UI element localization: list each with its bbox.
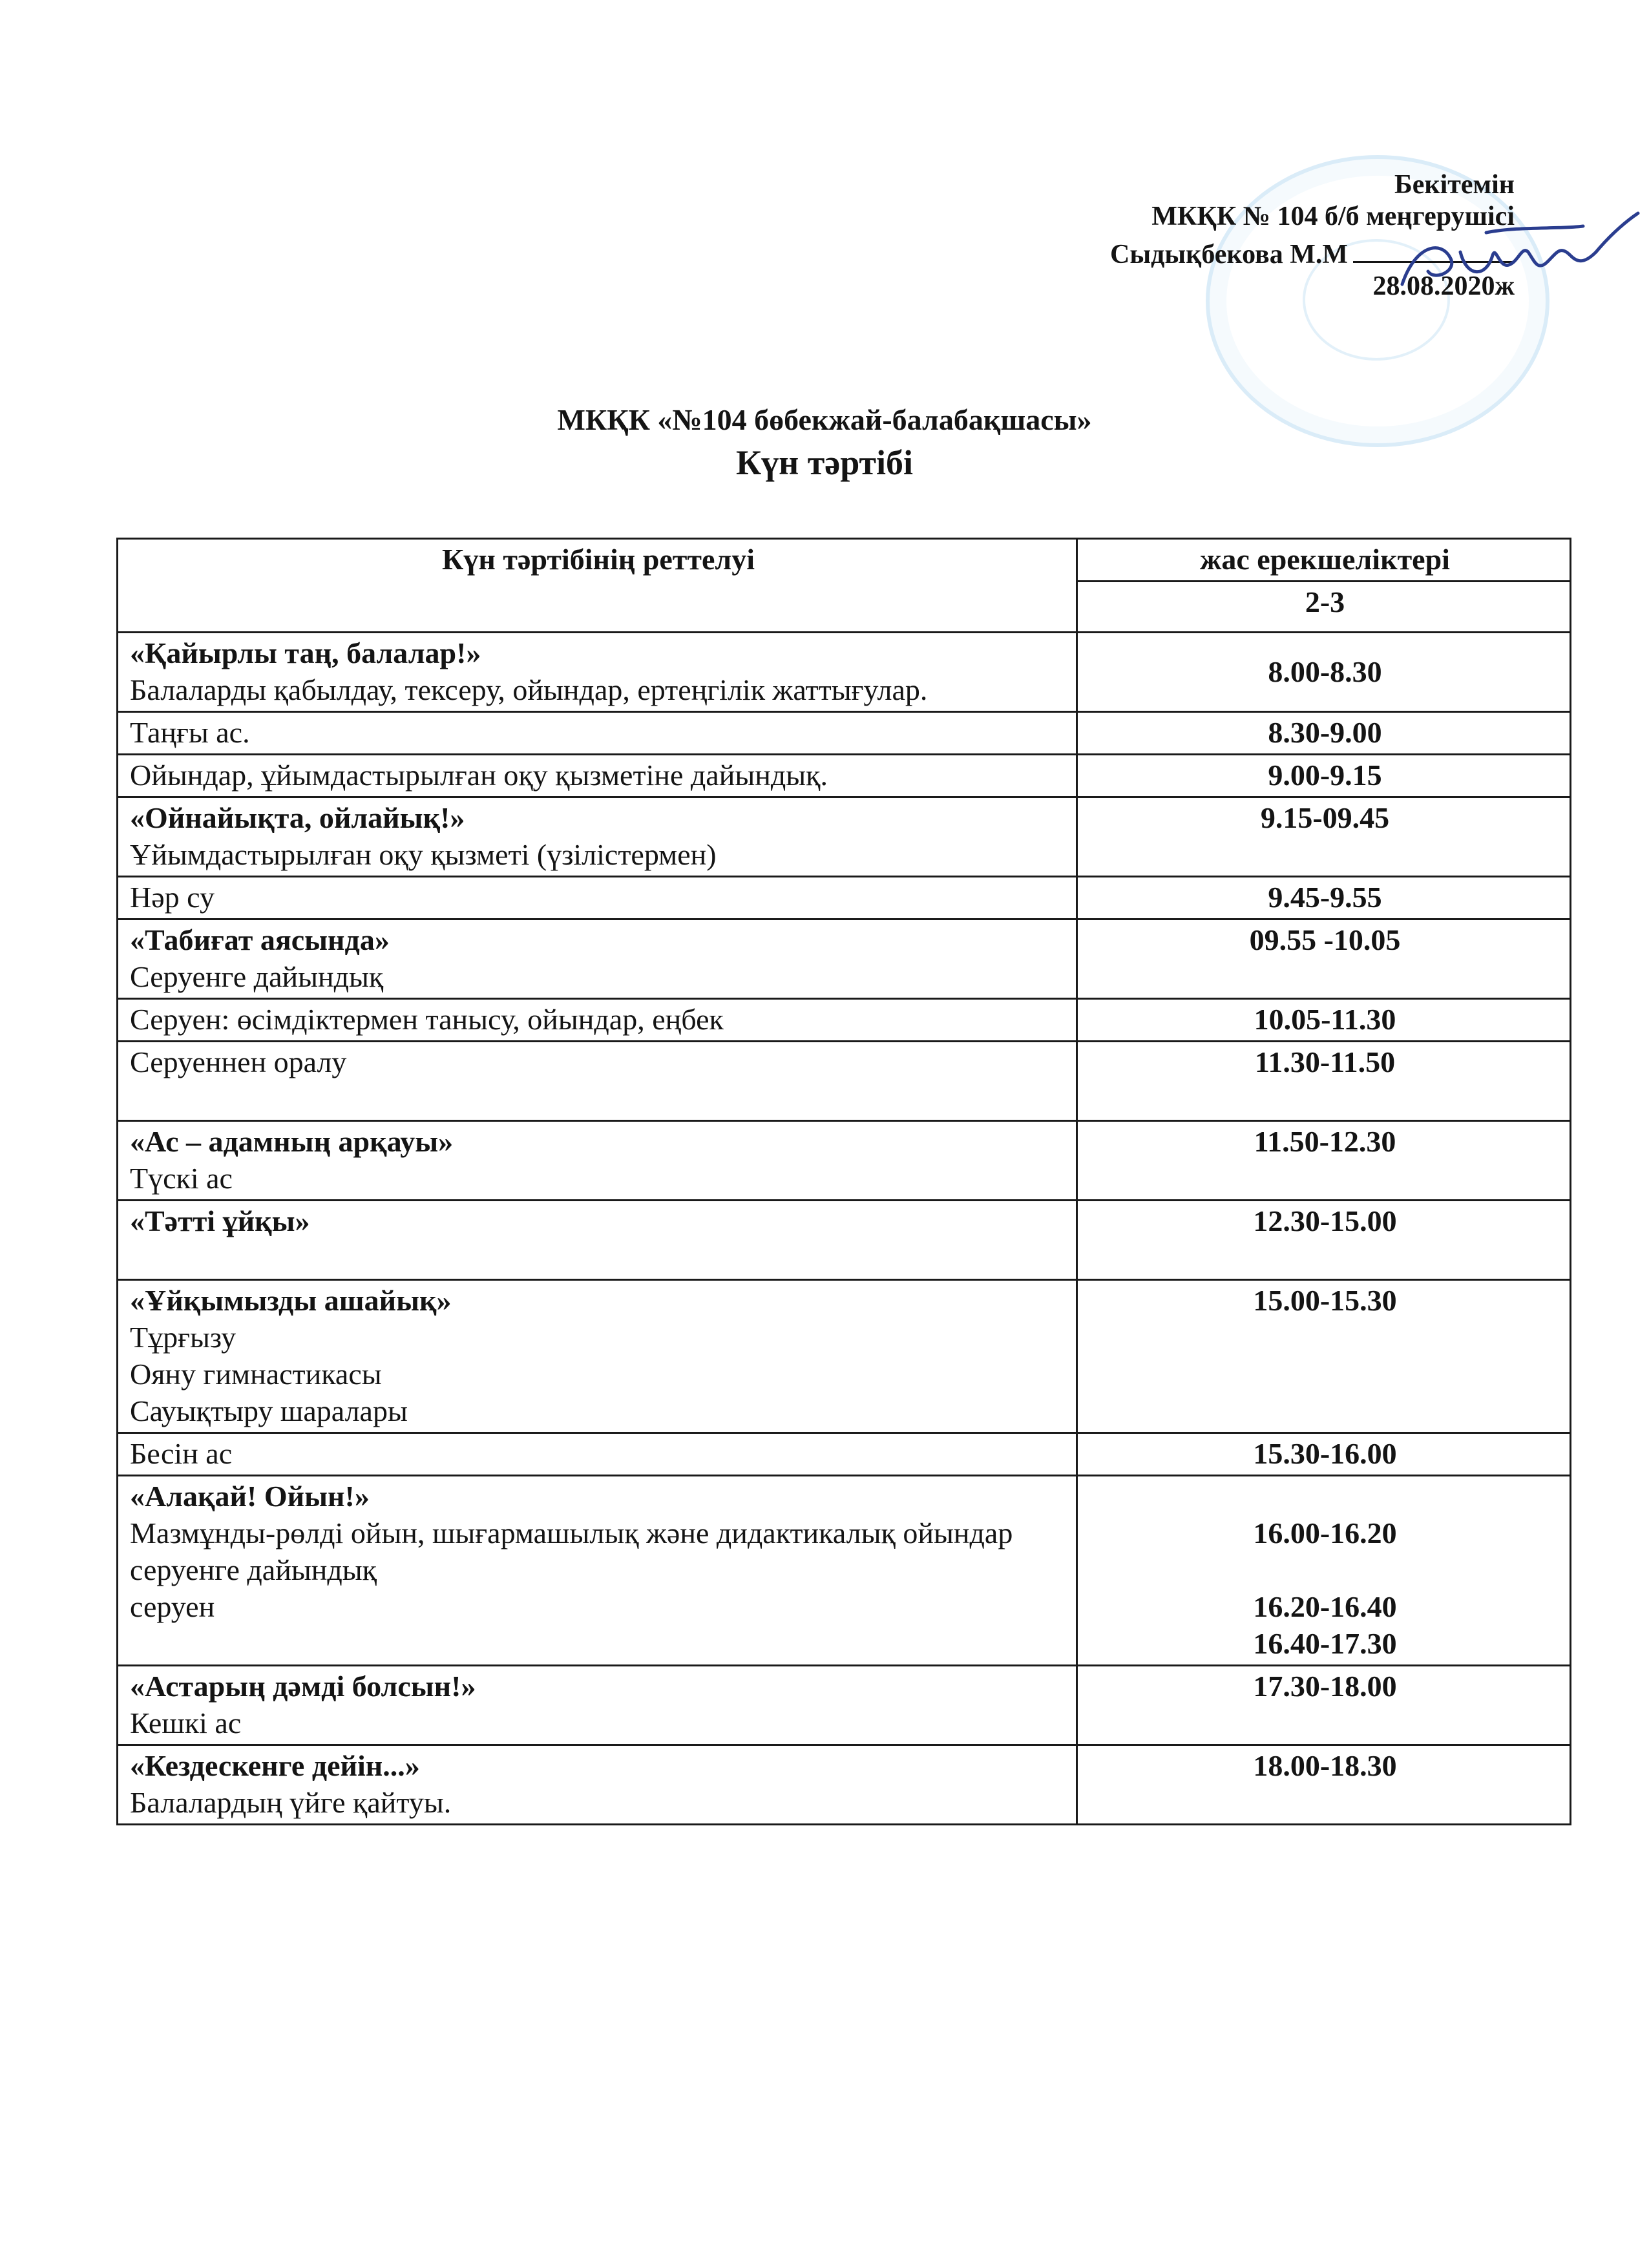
table-row xyxy=(118,1042,1571,1121)
document-title: Күн тәртібі xyxy=(735,443,914,482)
table-row xyxy=(118,1121,1571,1201)
time-value: 16.00-16.20 xyxy=(1253,1517,1397,1549)
time-cell: 15.00-15.30 xyxy=(1077,1280,1571,1433)
activity-cell xyxy=(118,1745,1077,1825)
signature xyxy=(1389,207,1648,310)
time-cell: 10.05-11.30 xyxy=(1077,999,1571,1042)
activity-description: Ұйымдастырылған оқу қызметі (үзілістермен) xyxy=(130,838,717,871)
column-header-age: жас ерекшеліктері xyxy=(1077,539,1571,582)
table-row xyxy=(118,1201,1571,1280)
activity-title: Нәр су xyxy=(118,877,1077,919)
activity-cell: Ойындар, ұйымдастырылған оқу қызметіне дайындық. xyxy=(118,755,1077,797)
document-header xyxy=(0,401,1649,486)
activity-description: Балалардың үйге қайтуы. xyxy=(130,1786,452,1819)
time-cell: 17.30-18.00 xyxy=(1077,1666,1571,1745)
activity-cell xyxy=(118,1042,1077,1121)
table-row xyxy=(118,755,1571,797)
time-cell: 12.30-15.00 xyxy=(1077,1201,1571,1280)
approval-label: Бекітемін xyxy=(1394,170,1515,200)
activity-cell xyxy=(118,1121,1077,1201)
activity-cell xyxy=(118,797,1077,877)
activity-title: «Ас – адамның арқауы» xyxy=(130,1125,454,1158)
blank-line xyxy=(1089,1551,1560,1588)
activity-cell: Серуен: өсімдіктермен танысу, ойындар, еңбек xyxy=(118,999,1077,1042)
activity-description: Сауықтыру шаралары xyxy=(130,1394,408,1427)
activity-cell xyxy=(118,1666,1077,1745)
table-row xyxy=(118,797,1571,877)
time-cell: 18.00-18.30 xyxy=(1077,1745,1571,1825)
time-cell: 9.00-9.15 xyxy=(1077,755,1571,797)
table-row xyxy=(118,919,1571,999)
table-row xyxy=(118,712,1571,755)
approval-name: Сыдықбекова М.М xyxy=(1109,240,1348,269)
blank-line xyxy=(1089,1478,1560,1515)
table-row xyxy=(118,877,1571,919)
activity-description: Тұрғызу xyxy=(130,1321,236,1354)
time-cell: 11.30-11.50 xyxy=(1077,1042,1571,1121)
activity-title: «Кездескенге дейін...» xyxy=(130,1749,420,1782)
activity-cell xyxy=(118,1476,1077,1666)
blank-line xyxy=(130,1239,1067,1276)
activity-description: Серуенге дайындық xyxy=(130,960,384,993)
activity-cell xyxy=(118,919,1077,999)
activity-title: «Ойнайықта, ойлайық!» xyxy=(130,801,465,834)
activity-cell xyxy=(118,1201,1077,1280)
activity-cell: Бесін ас xyxy=(118,1433,1077,1476)
approval-date: 28.08.2020ж xyxy=(1372,271,1515,301)
time-cell: 8.00-8.30 xyxy=(1077,633,1571,712)
activity-title: «Алақай! Ойын!» xyxy=(130,1480,370,1513)
time-cell xyxy=(1077,1476,1571,1666)
time-cell: 09.55 -10.05 xyxy=(1077,919,1571,999)
activity-cell xyxy=(118,1280,1077,1433)
activity-title: «Табиғат аясында» xyxy=(130,923,390,956)
table-row xyxy=(118,999,1571,1042)
activity-title: «Қайырлы таң, балалар!» xyxy=(130,636,481,669)
time-cell: 11.50-12.30 xyxy=(1077,1121,1571,1201)
time-cell: 8.30-9.00 xyxy=(1077,712,1571,755)
activity-description: Ояну гимнастикасы xyxy=(130,1358,382,1391)
organization-name: МКҚК «№104 бөбекжай-балабақшасы» xyxy=(557,403,1092,436)
approval-position: МКҚК № 104 б/б меңгерушісі xyxy=(1151,202,1515,231)
table-row xyxy=(118,1745,1571,1825)
activity-description: Серуеннен оралу xyxy=(130,1045,347,1078)
activity-title: «Астарың дәмді болсын!» xyxy=(130,1670,476,1703)
activity-title: «Ұйқымызды ашайық» xyxy=(130,1284,452,1317)
daily-schedule-table xyxy=(116,538,1571,1825)
blank-line xyxy=(130,1080,1067,1117)
activity-cell xyxy=(118,633,1077,712)
activity-description: серуен xyxy=(130,1590,215,1623)
activity-cell: Таңғы ас. xyxy=(118,712,1077,755)
activity-description: Кешкі ас xyxy=(130,1706,242,1739)
activity-description: Түскі ас xyxy=(130,1162,233,1195)
table-row xyxy=(118,1666,1571,1745)
table-row xyxy=(118,1280,1571,1433)
activity-description: Мазмұнды-рөлді ойын, шығармашылық және дидактикалық ойындар xyxy=(130,1517,1013,1549)
column-header-activity: Күн тәртібінің реттелуі xyxy=(118,539,1077,633)
time-value: 16.20-16.40 xyxy=(1253,1590,1397,1623)
activity-description: серуенге дайындық xyxy=(130,1553,377,1586)
table-row xyxy=(118,1476,1571,1666)
table-header-row xyxy=(118,539,1571,582)
time-cell: 15.30-16.00 xyxy=(1077,1433,1571,1476)
table-row xyxy=(118,1433,1571,1476)
age-group: 2-3 xyxy=(1077,582,1571,633)
table-row xyxy=(118,633,1571,712)
time-cell: 9.15-09.45 xyxy=(1077,797,1571,877)
time-cell: 9.45-9.55 xyxy=(1077,877,1571,919)
activity-title: «Тәтті ұйқы» xyxy=(130,1204,310,1237)
time-value: 16.40-17.30 xyxy=(1253,1627,1397,1660)
activity-description: Балаларды қабылдау, тексеру, ойындар, ертеңгілік жаттығулар. xyxy=(130,673,928,706)
